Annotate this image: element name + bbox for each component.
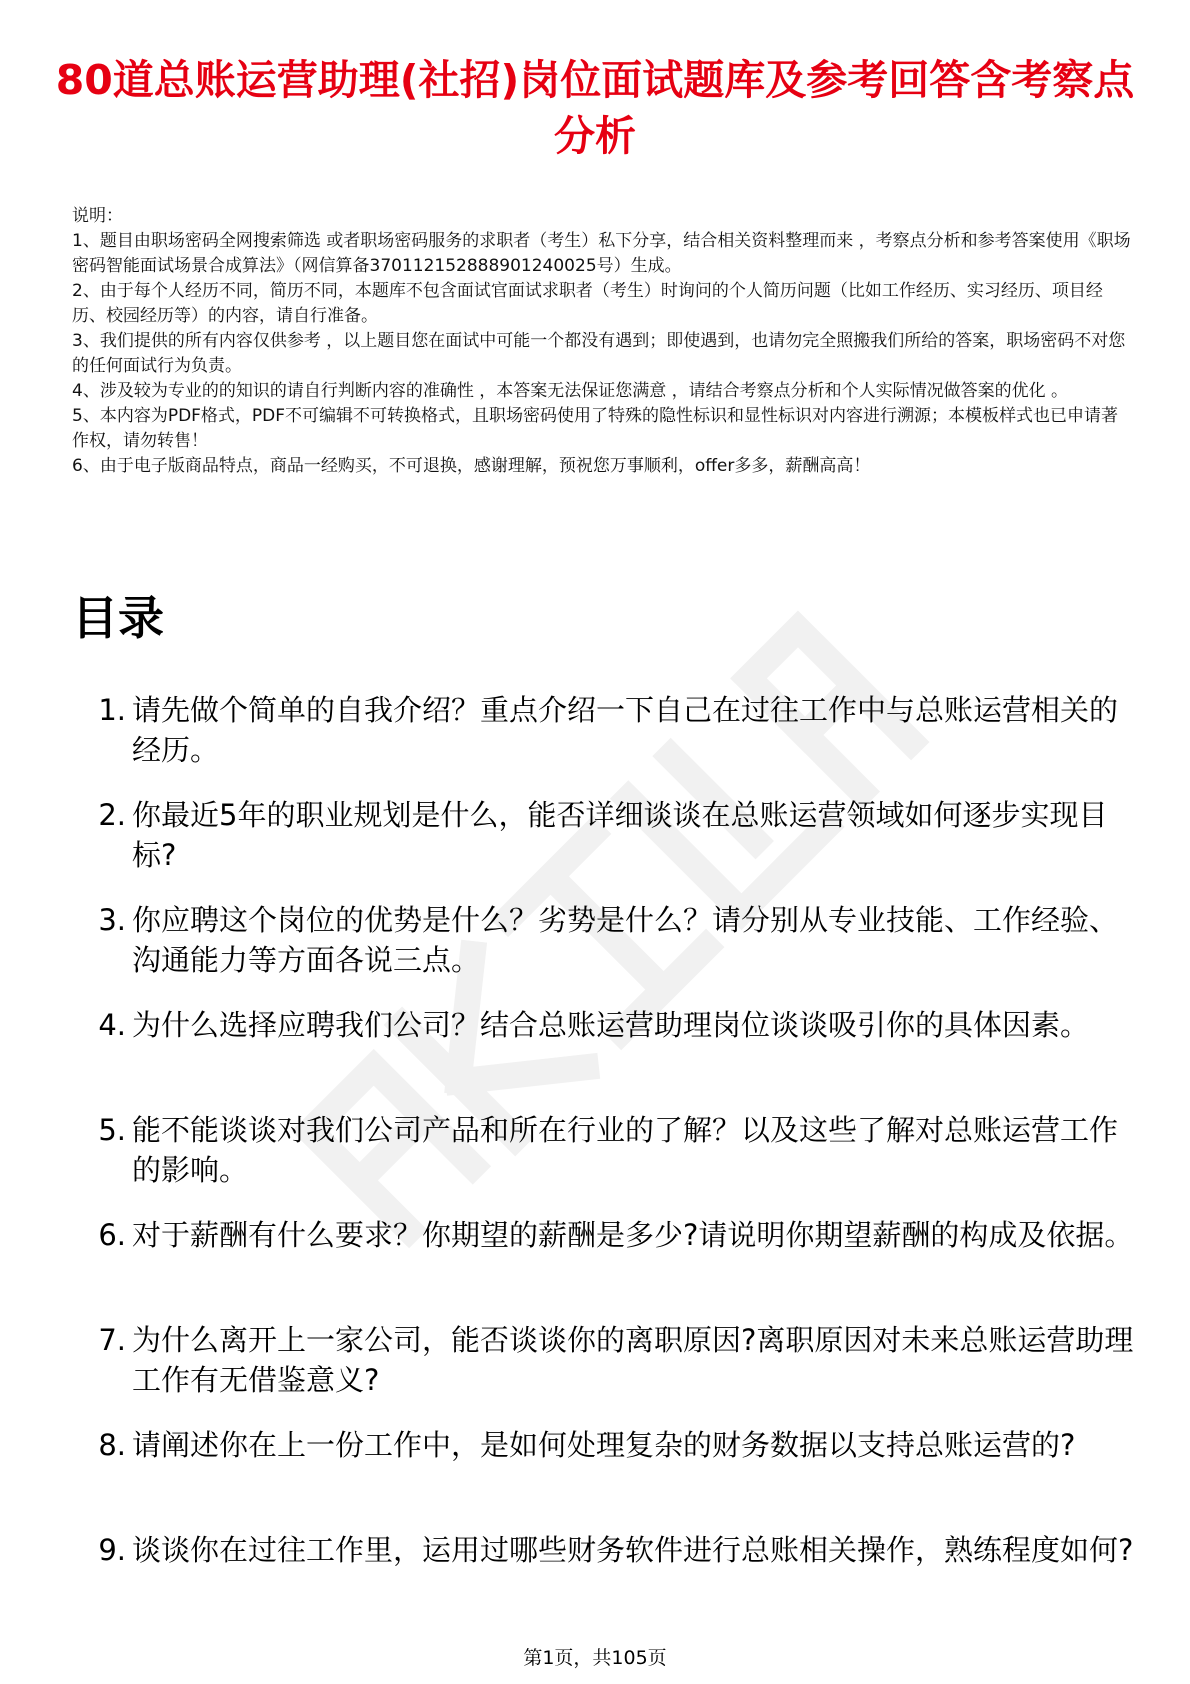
toc-item-text: 为什么选择应聘我们公司？结合总账运营助理岗位谈谈吸引你的具体因素。 <box>132 1008 1090 1042</box>
toc-item-number: 8. <box>98 1428 126 1462</box>
toc-item-text: 请阐述你在上一份工作中，是如何处理复杂的财务数据以支持总账运营的? <box>132 1428 1076 1462</box>
toc-item-text: 为什么离开上一家公司，能否谈谈你的离职原因?离职原因对未来总账运营助理工作有无借鉴意义? <box>132 1323 1134 1397</box>
note-item: 2、由于每个人经历不同，简历不同，本题库不包含面试官面试求职者（考生）时询问的个人简历问题（比如工作经历、实习经历、项目经历、校园经历等）的内容，请自行准备。 <box>72 281 1103 326</box>
toc-item-text: 对于薪酬有什么要求？你期望的薪酬是多少?请说明你期望薪酬的构成及依据。 <box>132 1218 1134 1252</box>
toc-item[interactable] <box>72 1110 1142 1215</box>
toc-item[interactable] <box>72 690 1142 795</box>
toc-list <box>72 690 1142 1635</box>
toc-item[interactable] <box>72 1530 1142 1635</box>
page-footer: 第1页，共105页 <box>523 1647 667 1669</box>
toc-item-text: 请先做个简单的自我介绍？重点介绍一下自己在过往工作中与总账运营相关的经历。 <box>132 693 1119 767</box>
toc-item-number: 9. <box>98 1533 126 1567</box>
note-item: 5、本内容为PDF格式，PDF不可编辑不可转换格式，且职场密码使用了特殊的隐性标识和显性标识对内容进行溯源；本模板样式也已申请著作权，请勿转售！ <box>72 406 1119 451</box>
toc-item-number: 3. <box>98 903 126 937</box>
note-item: 4、涉及较为专业的的知识的请自行判断内容的准确性 ，本答案无法保证您满意 ，请结合考察点分析和个人实际情况做答案的优化 。 <box>72 381 1069 401</box>
toc-item[interactable] <box>72 1005 1142 1110</box>
note-item: 1、题目由职场密码全网搜索筛选 或者职场密码服务的求职者（考生）私下分享，结合相关资料整理而来 ，考察点分析和参考答案使用《职场密码智能面试场景合成算法》（网信算备370112152888901240025号）生成。 <box>72 231 1131 276</box>
note-item: 6、由于电子版商品特点，商品一经购买，不可退换，感谢理解，预祝您万事顺利，offer多多，薪酬高高！ <box>72 456 871 476</box>
document-title: 80道总账运营助理(社招)岗位面试题库及参考回答含考察点分析 <box>55 56 1135 160</box>
notes-heading: 说明： <box>72 206 123 226</box>
toc-item[interactable] <box>72 1320 1142 1425</box>
toc-heading: 目录 <box>72 591 164 645</box>
toc-item[interactable] <box>72 795 1142 900</box>
toc-item[interactable] <box>72 900 1142 1005</box>
toc-item-text: 你应聘这个岗位的优势是什么？劣势是什么？请分别从专业技能、工作经验、沟通能力等方面各说三点。 <box>132 903 1119 977</box>
toc-item[interactable] <box>72 1215 1142 1320</box>
toc-item-number: 5. <box>98 1113 126 1147</box>
note-item: 3、我们提供的所有内容仅供参考 ，以上题目您在面试中可能一个都没有遇到；即使遇到，也请勿完全照搬我们所给的答案，职场密码不对您的任何面试行为负责。 <box>72 331 1126 376</box>
toc-item-text: 能不能谈谈对我们公司产品和所在行业的了解？以及这些了解对总账运营工作的影响。 <box>132 1113 1119 1187</box>
toc-item-text: 你最近5年的职业规划是什么，能否详细谈谈在总账运营领域如何逐步实现目标? <box>132 798 1108 872</box>
toc-item-number: 2. <box>98 798 126 832</box>
toc-item-text: 谈谈你在过往工作里，运用过哪些财务软件进行总账相关操作，熟练程度如何? <box>132 1533 1134 1567</box>
toc-item-number: 1. <box>98 693 126 727</box>
toc-item-number: 4. <box>98 1008 126 1042</box>
notes-section <box>72 204 1132 479</box>
toc-item-number: 6. <box>98 1218 126 1252</box>
toc-item[interactable] <box>72 1425 1142 1530</box>
toc-item-number: 7. <box>98 1323 126 1357</box>
